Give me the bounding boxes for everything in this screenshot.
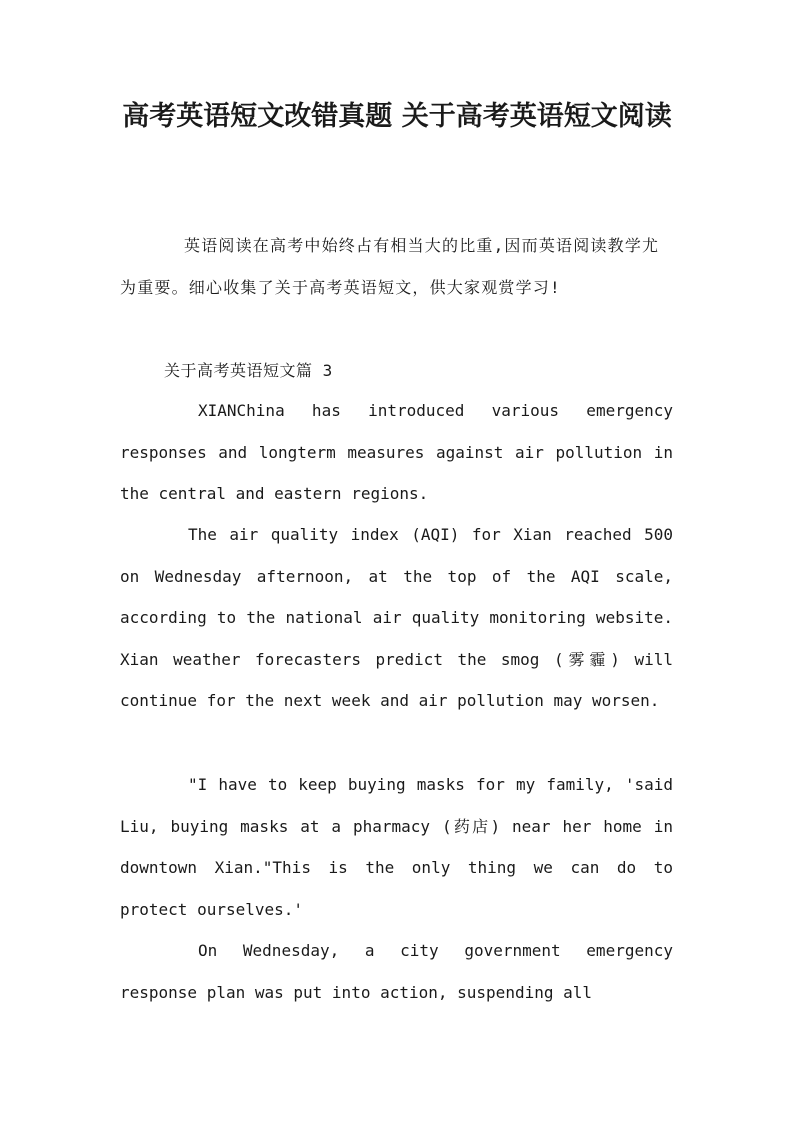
paragraph-3: "I have to keep buying masks for my family, 'said Liu, buying masks at a pharmacy (药店) near her home in downtown Xian."This is the only thing we can do to protect ourselves.' — [120, 775, 673, 919]
paragraph-4: On Wednesday, a city government emergency response plan was put into action, suspending all — [120, 941, 673, 1002]
page-title: 高考英语短文改错真题 关于高考英语短文阅读 — [122, 101, 672, 132]
paragraph-2: The air quality index (AQI) for Xian reached 500 on Wednesday afternoon, at the top of the AQI scale, according to the national air quality monitoring website. Xian weather forecasters predict the smog (雾霾) will continue for the next week and air pollution may worsen. — [120, 525, 673, 710]
section-heading: 关于高考英语短文篇 3 — [164, 361, 333, 380]
intro-paragraph: 英语阅读在高考中始终占有相当大的比重,因而英语阅读教学尤为重要。细心收集了关于高考英语短文，供大家观赏学习! — [120, 236, 660, 297]
paragraph-1: XIANChina has introduced various emergency responses and longterm measures against air pollution in the central and eastern regions. — [120, 401, 673, 503]
